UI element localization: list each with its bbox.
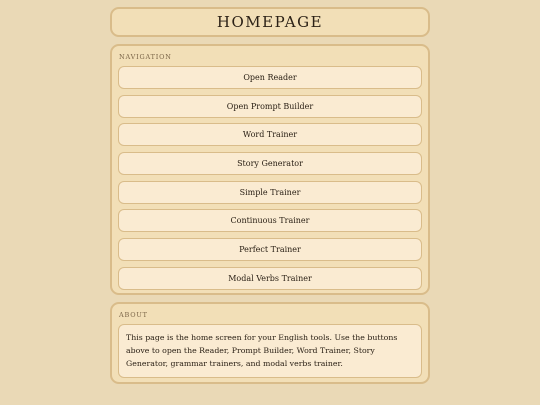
header-panel <box>110 7 430 37</box>
page-title: HOMEPAGE <box>216 13 324 31</box>
modal-verbs-trainer-button[interactable]: Modal Verbs Trainer <box>118 267 422 290</box>
story-generator-button[interactable]: Story Generator <box>118 152 422 175</box>
continuous-trainer-button[interactable]: Continuous Trainer <box>118 209 422 232</box>
simple-trainer-button[interactable]: Simple Trainer <box>118 181 422 204</box>
open-reader-button[interactable]: Open Reader <box>118 66 422 89</box>
about-description: This page is the home screen for your English tools. Use the buttons above to open the Reader, Prompt Builder, Word Trainer, Story Generator, grammar trainers, and modal verbs trainer. <box>118 324 422 378</box>
navigation-section-label: NAVIGATION <box>119 53 172 61</box>
word-trainer-button[interactable]: Word Trainer <box>118 123 422 146</box>
about-panel <box>110 302 430 384</box>
about-section-label: ABOUT <box>119 311 148 319</box>
navigation-panel <box>110 44 430 295</box>
perfect-trainer-button[interactable]: Perfect Trainer <box>118 238 422 261</box>
open-prompt-builder-button[interactable]: Open Prompt Builder <box>118 95 422 118</box>
page-container <box>110 7 430 384</box>
